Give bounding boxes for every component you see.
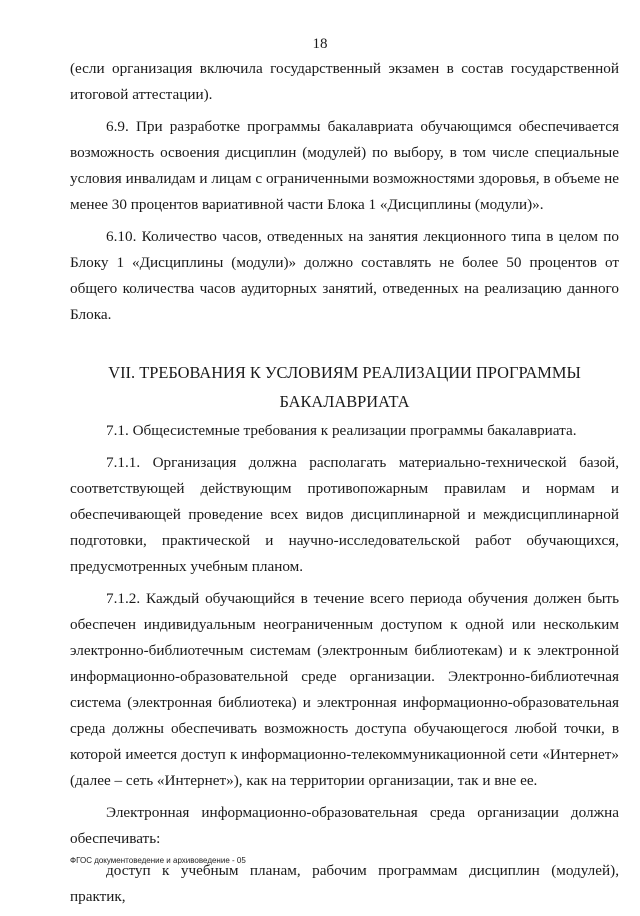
page-number: 18 bbox=[312, 36, 328, 52]
paragraph-access: доступ к учебным планам, рабочим программам дисциплин (модулей), практик, bbox=[70, 862, 619, 905]
paragraph-7-1: 7.1. Общесистемные требования к реализации программы бакалавриата. bbox=[106, 422, 577, 439]
paragraph-environment: Электронная информационно-образовательная среда организации должна обеспечивать: bbox=[70, 804, 619, 847]
paragraph-continuation: (если организация включила государственный экзамен в состав государственной итоговой аттестации). bbox=[70, 60, 619, 103]
section-title bbox=[70, 358, 619, 416]
section-title-line-2: БАКАЛАВРИАТА bbox=[279, 392, 410, 411]
paragraph-7-1-1: 7.1.1. Организация должна располагать материально-технической базой, соответствующей действующим противопожарным правилам и нормам и обеспечивающей проведение всех видов дисциплинарной и междисциплинарной подготовки, практической и научно-исследовательской работ обучающихся, предусмотренных учебным планом. bbox=[70, 454, 619, 575]
paragraph-7-1-2: 7.1.2. Каждый обучающийся в течение всего периода обучения должен быть обеспечен индивидуальным неограниченным доступом к одной или нескольким электронно-библиотечным системам (электронным библиотекам) и к электронной информационно-образовательной среде организации. Электронно-библиотечная система (электронная библиотека) и электронная информационно-образовательная среда должны обеспечивать возможность доступа обучающегося любой точки, в которой имеется доступ к информационно-телекоммуникационной сети «Интернет» (далее – сеть «Интернет»), как на территории организации, так и вне ее. bbox=[70, 590, 619, 789]
paragraph-6-10: 6.10. Количество часов, отведенных на занятия лекционного типа в целом по Блоку 1 «Дисциплины (модули)» должно составлять не более 50 процентов от общего количества часов аудиторных занятий, отведенных на реализацию данного Блока. bbox=[70, 228, 619, 323]
paragraph-6-9: 6.9. При разработке программы бакалавриата обучающимся обеспечивается возможность освоения дисциплин (модулей) по выбору, в том числе специальные условия инвалидам и лицам с ограниченными возможностями здоровья, в объеме не менее 30 процентов вариативной части Блока 1 «Дисциплины (модули)». bbox=[70, 118, 619, 213]
section-title-line-1: VII. ТРЕБОВАНИЯ К УСЛОВИЯМ РЕАЛИЗАЦИИ ПРОГРАММЫ bbox=[108, 363, 581, 382]
document-body bbox=[70, 56, 619, 916]
footer-note: ФГОС документоведение и архивоведение - 05 bbox=[70, 856, 246, 865]
